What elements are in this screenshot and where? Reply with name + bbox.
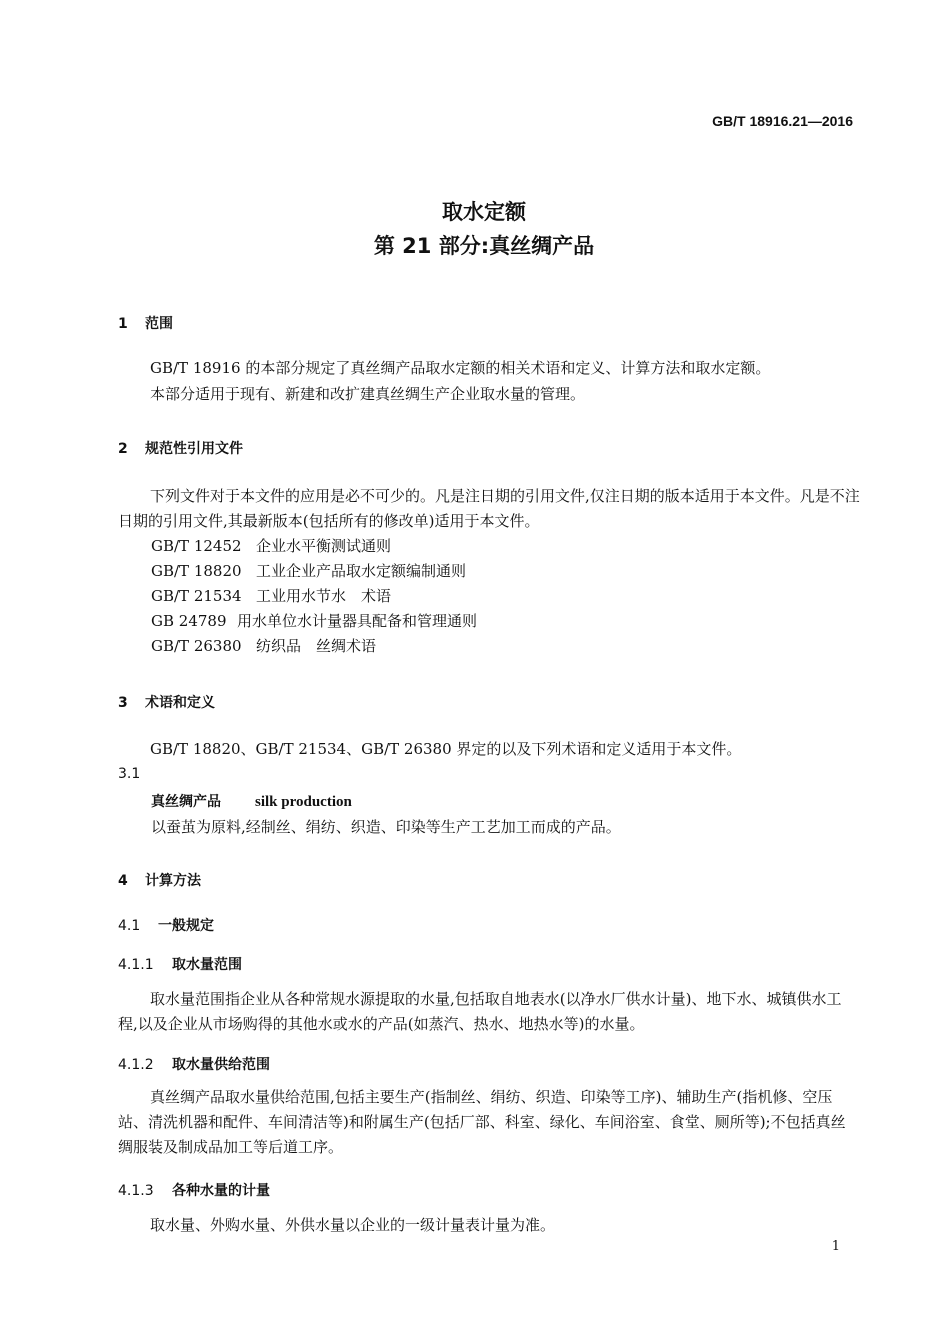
standard-number: GB/T 18916.21—2016	[712, 113, 853, 129]
term-definition: 以蚕茧为原料,经制丝、绢纺、织造、印染等生产工艺加工而成的产品。	[151, 818, 621, 836]
reference-code: GB/T 21534	[151, 587, 242, 605]
section-number: 4	[118, 873, 128, 889]
page-number: 1	[831, 1239, 840, 1254]
paragraph-text: 取水量范围指企业从各种常规水源提取的水量,包括取自地表水(以净水厂供水计量)、地下水、城镇供水工程,以及企业从市场购得的其他水或水的产品(如蒸汽、热水、地热水等)的水量。	[118, 990, 842, 1033]
section-number: 1	[118, 316, 128, 332]
paragraph	[118, 1085, 860, 1160]
paragraph	[118, 1213, 858, 1238]
reference-item	[151, 535, 391, 556]
reference-code: GB/T 12452	[151, 537, 242, 555]
section-number: 4.1.1	[118, 957, 154, 973]
section-number: 2	[118, 441, 128, 457]
section-number: 4.1.2	[118, 1057, 154, 1073]
section-number: 3	[118, 695, 128, 711]
section-title: 取水量供给范围	[172, 1057, 270, 1073]
reference-title: 工业用水节水 术语	[256, 587, 392, 605]
reference-item	[151, 610, 477, 631]
paragraph-text: GB/T 18916 的本部分规定了真丝绸产品取水定额的相关术语和定义、计算方法和取水定额。	[150, 359, 771, 377]
section-2-heading	[118, 438, 243, 458]
paragraph-text: 真丝绸产品取水量供给范围,包括主要生产(指制丝、绢纺、织造、印染等工序)、辅助生产(指机修、空压站、清洗机器和配件、车间清洁等)和附属生产(包括厂部、科室、绿化、车间浴室、食堂、厕所等);不包括真丝绸服装及制成品加工等后道工序。	[118, 1088, 846, 1156]
reference-code: GB 24789	[151, 612, 227, 630]
section-4-1-3-heading	[118, 1180, 270, 1200]
section-title: 规范性引用文件	[145, 441, 243, 457]
reference-title: 企业水平衡测试通则	[256, 537, 392, 555]
term-english: silk production	[255, 794, 352, 810]
section-4-1-1-heading	[118, 954, 242, 974]
reference-title: 纺织品 丝绸术语	[256, 637, 377, 655]
reference-item	[151, 635, 376, 656]
section-title: 术语和定义	[145, 695, 215, 711]
section-1-heading	[118, 313, 173, 333]
section-3-heading	[118, 692, 215, 712]
section-4-1-heading	[118, 915, 214, 935]
paragraph-text: 本部分适用于现有、新建和改扩建真丝绸生产企业取水量的管理。	[150, 385, 586, 403]
section-4-1-2-heading	[118, 1054, 270, 1074]
reference-code: GB/T 26380	[151, 637, 242, 655]
reference-title: 工业企业产品取水定额编制通则	[256, 562, 467, 580]
document-subtitle: 第 21 部分:真丝绸产品	[373, 234, 595, 258]
paragraph	[118, 737, 858, 762]
paragraph	[118, 382, 858, 407]
section-number: 4.1.3	[118, 1183, 154, 1199]
paragraph	[118, 484, 860, 534]
section-title: 计算方法	[145, 873, 201, 889]
term-heading	[151, 791, 352, 811]
section-title: 取水量范围	[172, 957, 242, 973]
paragraph	[118, 987, 860, 1037]
reference-code: GB/T 18820	[151, 562, 242, 580]
section-number: 4.1	[118, 918, 141, 934]
reference-item	[151, 560, 466, 581]
paragraph-text: 取水量、外购水量、外供水量以企业的一级计量表计量为准。	[150, 1216, 556, 1234]
section-title: 各种水量的计量	[172, 1183, 270, 1199]
term-chinese: 真丝绸产品	[151, 794, 221, 810]
document-title: 取水定额	[442, 200, 526, 224]
section-title: 一般规定	[158, 918, 214, 934]
paragraph-text: 下列文件对于本文件的应用是必不可少的。凡是注日期的引用文件,仅注日期的版本适用于本文件。凡是不注日期的引用文件,其最新版本(包括所有的修改单)适用于本文件。	[118, 487, 860, 530]
term-number: 3.1	[118, 766, 141, 782]
reference-item	[151, 585, 391, 606]
reference-title: 用水单位水计量器具配备和管理通则	[237, 612, 478, 630]
section-4-heading	[118, 870, 201, 890]
paragraph	[118, 356, 858, 381]
paragraph-text: GB/T 18820、GB/T 21534、GB/T 26380 界定的以及下列术语和定义适用于本文件。	[150, 740, 742, 758]
section-title: 范围	[145, 316, 173, 332]
